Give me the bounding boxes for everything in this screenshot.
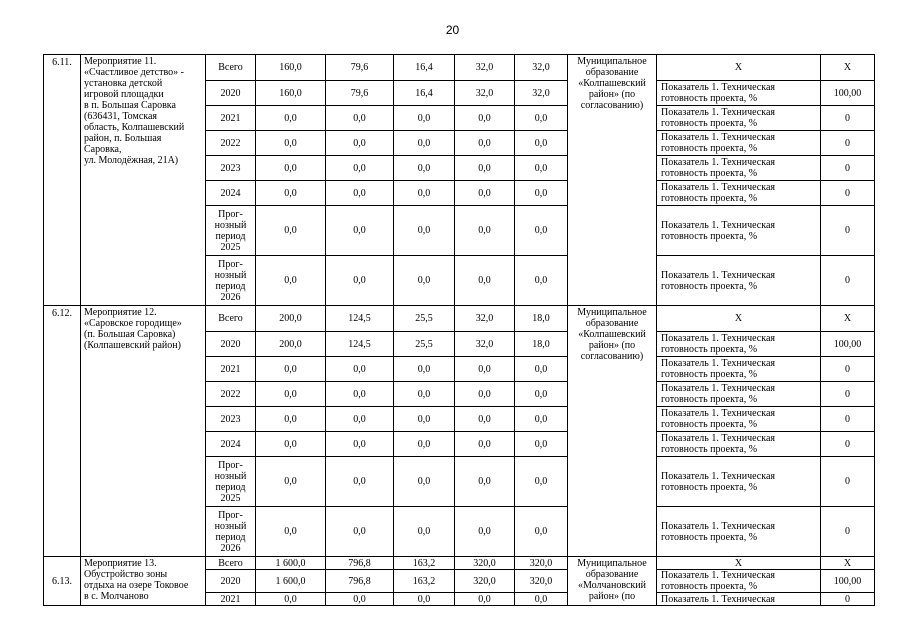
funding-value: 0,0 bbox=[326, 206, 394, 256]
funding-value: 0,0 bbox=[455, 106, 515, 131]
period-cell: Прог- нозный период 2026 bbox=[206, 507, 256, 557]
period-cell: 2024 bbox=[206, 181, 256, 206]
indicator-target: 0 bbox=[821, 432, 875, 457]
funding-value: 0,0 bbox=[394, 407, 455, 432]
funding-value: 0,0 bbox=[394, 382, 455, 407]
indicator-name: Показатель 1. Техническая готовность проекта, % bbox=[657, 81, 821, 106]
funding-value: 0,0 bbox=[256, 206, 326, 256]
indicator-target: 0 bbox=[821, 256, 875, 306]
funding-value: 32,0 bbox=[455, 55, 515, 81]
funding-value: 32,0 bbox=[455, 306, 515, 332]
indicator-name: Показатель 1. Техническая готовность проекта, % bbox=[657, 106, 821, 131]
period-cell: 2020 bbox=[206, 332, 256, 357]
indicator-target: 0 bbox=[821, 131, 875, 156]
funding-value: 0,0 bbox=[455, 131, 515, 156]
funding-value: 0,0 bbox=[256, 357, 326, 382]
funding-value: 0,0 bbox=[455, 206, 515, 256]
funding-value: 0,0 bbox=[326, 357, 394, 382]
period-cell: 2023 bbox=[206, 407, 256, 432]
funding-value: 18,0 bbox=[515, 306, 568, 332]
funding-value: 0,0 bbox=[455, 593, 515, 606]
funding-value: 0,0 bbox=[515, 382, 568, 407]
indicator-name: X bbox=[657, 557, 821, 570]
funding-value: 25,5 bbox=[394, 306, 455, 332]
funding-value: 1 600,0 bbox=[256, 557, 326, 570]
funding-value: 0,0 bbox=[455, 457, 515, 507]
item-number: 6.13. bbox=[44, 557, 81, 606]
indicator-target: 0 bbox=[821, 357, 875, 382]
indicator-name: Показатель 1. Техническая готовность проекта, % bbox=[657, 382, 821, 407]
funding-value: 0,0 bbox=[455, 407, 515, 432]
indicator-name: X bbox=[657, 306, 821, 332]
funding-value: 0,0 bbox=[256, 156, 326, 181]
indicator-target: 0 bbox=[821, 407, 875, 432]
funding-value: 0,0 bbox=[515, 432, 568, 457]
indicator-target: 100,00 bbox=[821, 332, 875, 357]
activity-name: Мероприятие 12. «Саровское городище» (п. Большая Саровка) (Колпашевский район) bbox=[81, 306, 206, 557]
funding-value: 320,0 bbox=[455, 570, 515, 593]
indicator-name: Показатель 1. Техническая готовность проекта, % bbox=[657, 256, 821, 306]
funding-value: 0,0 bbox=[515, 106, 568, 131]
funding-value: 0,0 bbox=[256, 382, 326, 407]
indicator-target: 0 bbox=[821, 457, 875, 507]
funding-value: 0,0 bbox=[394, 156, 455, 181]
indicator-target: X bbox=[821, 557, 875, 570]
executor-name: Муниципальное образование «Колпашевский район» (по согласованию) bbox=[568, 55, 657, 306]
indicator-name: Показатель 1. Техническая готовность проекта, % bbox=[657, 206, 821, 256]
funding-value: 163,2 bbox=[394, 570, 455, 593]
funding-value: 79,6 bbox=[326, 81, 394, 106]
indicator-target: 0 bbox=[821, 593, 875, 606]
funding-value: 0,0 bbox=[455, 507, 515, 557]
funding-value: 0,0 bbox=[515, 131, 568, 156]
indicator-name: Показатель 1. Техническая готовность проекта, % bbox=[657, 181, 821, 206]
funding-value: 0,0 bbox=[256, 593, 326, 606]
funding-value: 32,0 bbox=[455, 81, 515, 106]
activity-name: Мероприятие 13. Обустройство зоны отдыха на озере Токовое в с. Молчаново bbox=[81, 557, 206, 606]
funding-value: 0,0 bbox=[256, 457, 326, 507]
funding-value: 0,0 bbox=[515, 156, 568, 181]
period-cell: 2022 bbox=[206, 382, 256, 407]
indicator-name: Показатель 1. Техническая готовность проекта, % bbox=[657, 507, 821, 557]
funding-value: 0,0 bbox=[515, 507, 568, 557]
indicator-name: X bbox=[657, 55, 821, 81]
funding-value: 0,0 bbox=[326, 593, 394, 606]
funding-value: 32,0 bbox=[515, 81, 568, 106]
funding-value: 0,0 bbox=[394, 507, 455, 557]
funding-value: 0,0 bbox=[326, 256, 394, 306]
funding-value: 0,0 bbox=[256, 106, 326, 131]
executor-name: Муниципальное образование «Молчановский район» (по bbox=[568, 557, 657, 606]
funding-value: 0,0 bbox=[515, 206, 568, 256]
indicator-target: 0 bbox=[821, 181, 875, 206]
funding-value: 16,4 bbox=[394, 55, 455, 81]
period-cell: 2020 bbox=[206, 570, 256, 593]
indicator-name: Показатель 1. Техническая готовность проекта, % bbox=[657, 432, 821, 457]
funding-value: 0,0 bbox=[326, 181, 394, 206]
funding-value: 0,0 bbox=[326, 106, 394, 131]
funding-value: 0,0 bbox=[455, 357, 515, 382]
funding-value: 0,0 bbox=[256, 131, 326, 156]
indicator-target: 0 bbox=[821, 206, 875, 256]
indicator-target: 0 bbox=[821, 106, 875, 131]
funding-value: 0,0 bbox=[394, 206, 455, 256]
funding-value: 0,0 bbox=[256, 407, 326, 432]
funding-value: 0,0 bbox=[256, 432, 326, 457]
indicator-name: Показатель 1. Техническая готовность проекта, % bbox=[657, 357, 821, 382]
funding-value: 160,0 bbox=[256, 81, 326, 106]
period-cell: Всего bbox=[206, 557, 256, 570]
executor-name: Муниципальное образование «Колпашевский район» (по согласованию) bbox=[568, 306, 657, 557]
funding-value: 796,8 bbox=[326, 570, 394, 593]
funding-value: 0,0 bbox=[394, 593, 455, 606]
period-cell: 2021 bbox=[206, 357, 256, 382]
funding-value: 0,0 bbox=[455, 256, 515, 306]
funding-value: 0,0 bbox=[326, 382, 394, 407]
funding-value: 0,0 bbox=[455, 432, 515, 457]
funding-value: 0,0 bbox=[455, 181, 515, 206]
funding-value: 200,0 bbox=[256, 306, 326, 332]
period-cell: Прог- нозный период 2025 bbox=[206, 206, 256, 256]
funding-value: 320,0 bbox=[515, 557, 568, 570]
funding-value: 0,0 bbox=[455, 382, 515, 407]
program-table bbox=[43, 54, 875, 606]
indicator-name: Показатель 1. Техническая готовность проекта, % bbox=[657, 407, 821, 432]
indicator-name: Показатель 1. Техническая bbox=[657, 593, 821, 606]
funding-value: 0,0 bbox=[394, 106, 455, 131]
period-cell: 2024 bbox=[206, 432, 256, 457]
indicator-name: Показатель 1. Техническая готовность проекта, % bbox=[657, 570, 821, 593]
funding-value: 0,0 bbox=[515, 181, 568, 206]
indicator-name: Показатель 1. Техническая готовность проекта, % bbox=[657, 332, 821, 357]
funding-value: 0,0 bbox=[394, 181, 455, 206]
item-number: 6.12. bbox=[44, 306, 81, 557]
funding-value: 0,0 bbox=[515, 357, 568, 382]
indicator-name: Показатель 1. Техническая готовность проекта, % bbox=[657, 131, 821, 156]
period-cell: Прог- нозный период 2026 bbox=[206, 256, 256, 306]
activity-name: Мероприятие 11. «Счастливое детство» - установка детской игровой площадки в п. Большая Саровка (636431, Томская область, Колпашевский район, п. Большая Саровка, ул. Молодёжная, 21А) bbox=[81, 55, 206, 306]
funding-value: 320,0 bbox=[515, 570, 568, 593]
funding-value: 0,0 bbox=[326, 507, 394, 557]
indicator-target: 0 bbox=[821, 156, 875, 181]
funding-value: 200,0 bbox=[256, 332, 326, 357]
funding-value: 0,0 bbox=[515, 407, 568, 432]
funding-value: 796,8 bbox=[326, 557, 394, 570]
funding-value: 124,5 bbox=[326, 306, 394, 332]
page-number: 20 bbox=[445, 23, 460, 37]
funding-value: 0,0 bbox=[394, 131, 455, 156]
period-cell: Прог- нозный период 2025 bbox=[206, 457, 256, 507]
funding-value: 0,0 bbox=[326, 432, 394, 457]
period-cell: 2022 bbox=[206, 131, 256, 156]
table-row bbox=[44, 557, 875, 570]
funding-value: 18,0 bbox=[515, 332, 568, 357]
item-number: 6.11. bbox=[44, 55, 81, 306]
indicator-target: 0 bbox=[821, 382, 875, 407]
period-cell: 2021 bbox=[206, 106, 256, 131]
period-cell: Всего bbox=[206, 55, 256, 81]
funding-value: 1 600,0 bbox=[256, 570, 326, 593]
funding-value: 32,0 bbox=[515, 55, 568, 81]
period-cell: Всего bbox=[206, 306, 256, 332]
indicator-name: Показатель 1. Техническая готовность проекта, % bbox=[657, 457, 821, 507]
funding-value: 0,0 bbox=[515, 256, 568, 306]
funding-value: 32,0 bbox=[455, 332, 515, 357]
table-row bbox=[44, 306, 875, 332]
funding-value: 0,0 bbox=[394, 432, 455, 457]
funding-value: 0,0 bbox=[326, 131, 394, 156]
funding-value: 0,0 bbox=[256, 507, 326, 557]
funding-value: 0,0 bbox=[455, 156, 515, 181]
funding-value: 0,0 bbox=[394, 357, 455, 382]
funding-value: 25,5 bbox=[394, 332, 455, 357]
funding-value: 16,4 bbox=[394, 81, 455, 106]
funding-value: 0,0 bbox=[326, 407, 394, 432]
funding-value: 320,0 bbox=[455, 557, 515, 570]
indicator-name: Показатель 1. Техническая готовность проекта, % bbox=[657, 156, 821, 181]
indicator-target: 100,00 bbox=[821, 81, 875, 106]
indicator-target: 100,00 bbox=[821, 570, 875, 593]
funding-value: 0,0 bbox=[394, 256, 455, 306]
table-row bbox=[44, 55, 875, 81]
funding-value: 124,5 bbox=[326, 332, 394, 357]
period-cell: 2020 bbox=[206, 81, 256, 106]
funding-value: 0,0 bbox=[256, 256, 326, 306]
funding-value: 0,0 bbox=[515, 457, 568, 507]
funding-value: 79,6 bbox=[326, 55, 394, 81]
funding-value: 0,0 bbox=[326, 457, 394, 507]
indicator-target: X bbox=[821, 55, 875, 81]
funding-value: 0,0 bbox=[326, 156, 394, 181]
indicator-target: 0 bbox=[821, 507, 875, 557]
funding-value: 0,0 bbox=[515, 593, 568, 606]
funding-value: 160,0 bbox=[256, 55, 326, 81]
period-cell: 2021 bbox=[206, 593, 256, 606]
funding-value: 163,2 bbox=[394, 557, 455, 570]
indicator-target: X bbox=[821, 306, 875, 332]
period-cell: 2023 bbox=[206, 156, 256, 181]
funding-value: 0,0 bbox=[256, 181, 326, 206]
funding-value: 0,0 bbox=[394, 457, 455, 507]
